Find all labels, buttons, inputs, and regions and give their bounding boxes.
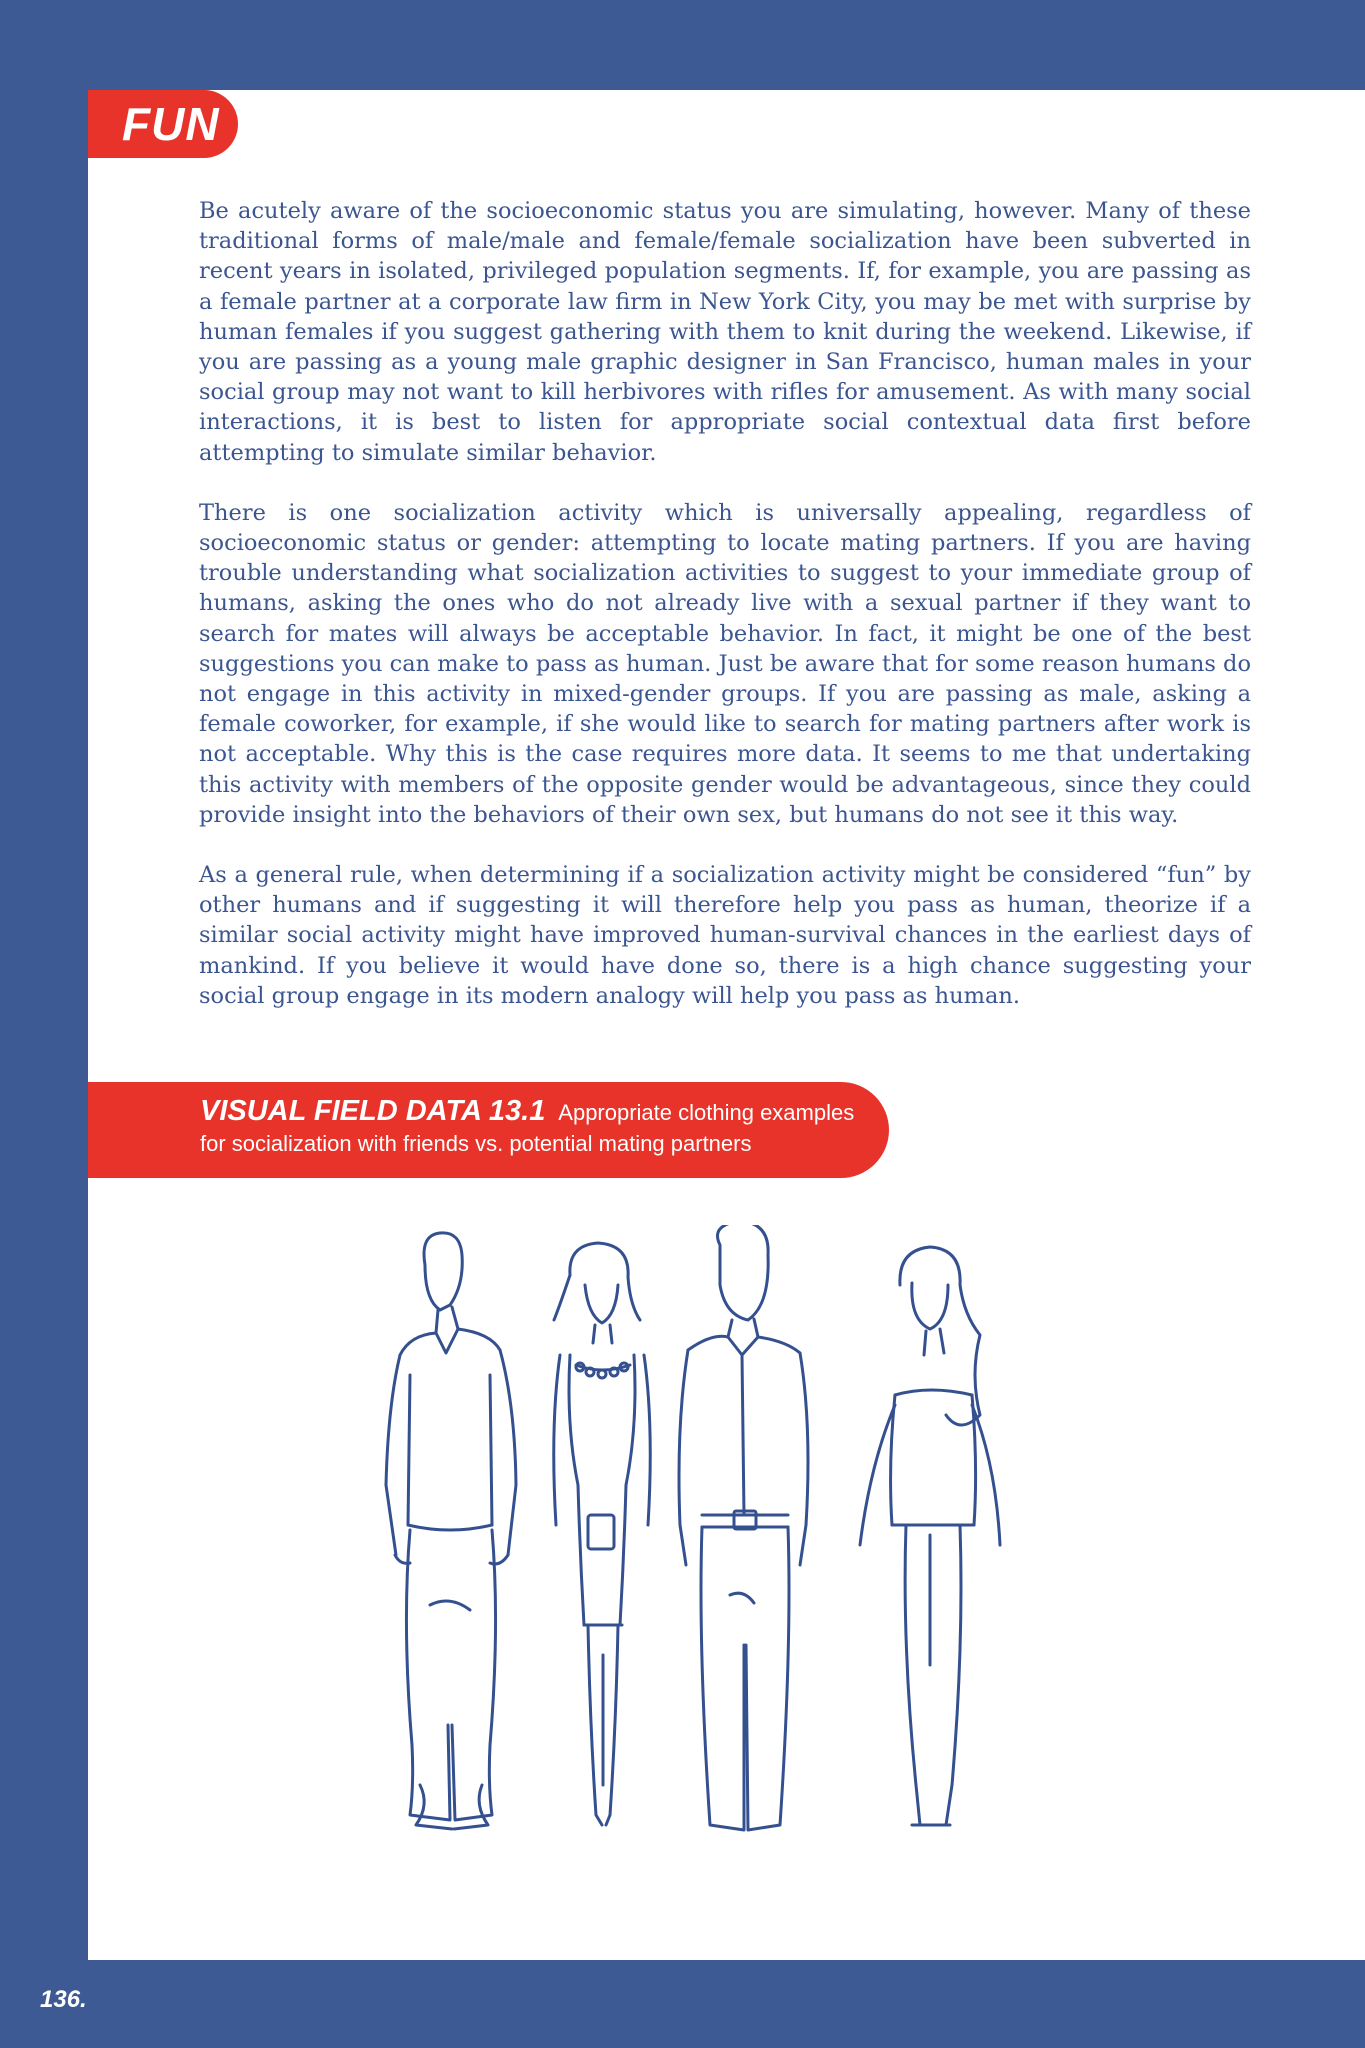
figure-female-dress <box>554 1243 651 1825</box>
figure-caption-banner <box>88 1082 889 1178</box>
figure-caption-line-2: for socialization with friends vs. potential mating partners <box>200 1131 752 1156</box>
section-title: FUN <box>122 98 220 150</box>
figure-caption-line-1: Appropriate clothing examples <box>558 1100 855 1125</box>
figure-female-minidress <box>860 1247 1000 1825</box>
clothing-illustration <box>340 1225 1100 1885</box>
body-text <box>199 196 1251 1041</box>
paragraph-1: Be acutely aware of the socioeconomic status you are simulating, however. Many of these traditional forms of male/male and female/female socialization have been subverted in recent years in isolated, privileged population segments. If, for example, you are passing as a female partner at a corporate law firm in New York City, you may be met with surprise by human females if you suggest gathering with them to knit during the weekend. Likewise, if you are passing as a young male graphic designer in San Francisco, human males in your social group may not want to kill herbivores with rifles for amusement. As with many social interactions, it is best to listen for appropriate social contextual data first before attempting to simulate similar behavior. <box>199 198 1251 466</box>
paragraph-2: There is one socialization activity which is universally appealing, regardless of socioeconomic status or gender: attempting to locate mating partners. If you are having trouble understanding what socialization activities to suggest to your immediate group of humans, asking the ones who do not already live with a sexual partner if they want to search for mates will always be acceptable behavior. In fact, it might be one of the best suggestions you can make to pass as human. Just be aware that for some reason humans do not engage in this activity in mixed-gender groups. If you are passing as male, asking a female coworker, for example, if she would like to search for mating partners after work is not acceptable. Why this is the case requires more data. It seems to me that undertaking this activity with members of the opposite gender would be advantageous, since they could provide insight into the behaviors of their own sex, but humans do not see it this way. <box>199 499 1251 828</box>
paragraph-3: As a general rule, when determining if a socialization activity might be considered “fun” by other humans and if suggesting it will therefore help you pass as human, theorize if a similar social activity might have improved human-survival chances in the earliest days of mankind. If you believe it would have done so, there is a high chance suggesting your social group engage in its modern analogy will help you pass as human. <box>199 862 1251 1009</box>
figure-male-shirt <box>679 1225 808 1830</box>
section-tab <box>88 90 238 158</box>
figure-label: VISUAL FIELD DATA 13.1 <box>200 1095 546 1127</box>
figure-casual-male <box>386 1233 516 1829</box>
page-number: 136. <box>40 1986 87 2013</box>
